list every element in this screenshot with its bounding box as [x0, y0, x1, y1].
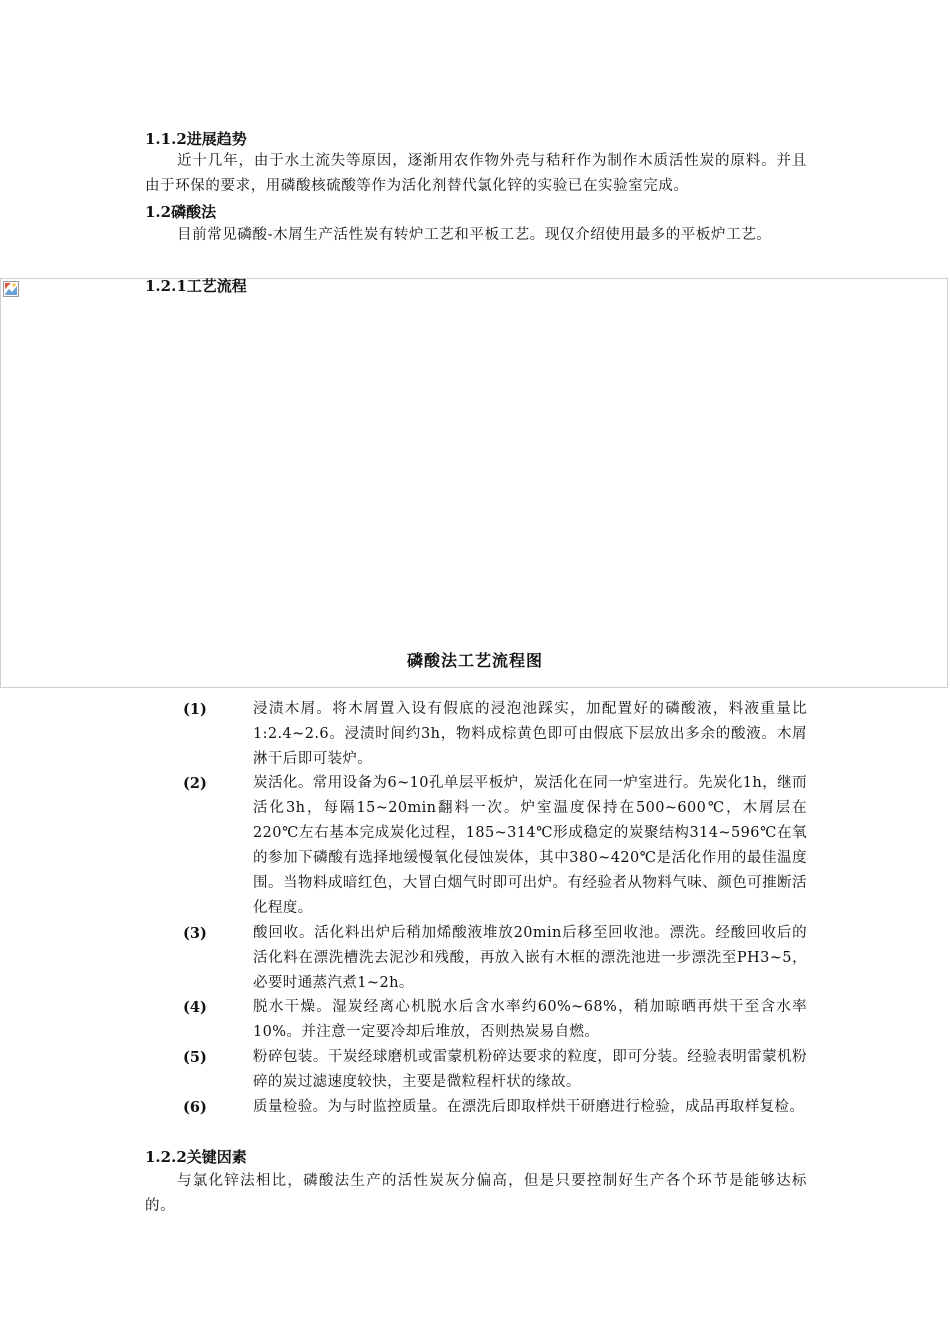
step-text-3: 酸回收。活化料出炉后稍加烯酸液堆放20min后移至回收池。漂洗。经酸回收后的活化料在漂洗槽洗去泥沙和残酸，再放入嵌有木框的漂洗池进一步漂洗至PH3~5，必要时通蒸汽煮1~2h。 [253, 925, 807, 991]
paragraph-key-factors: 与氯化锌法相比，磷酸法生产的活性炭灰分偏高，但是只要控制好生产各个环节是能够达标的。 [145, 1173, 807, 1214]
process-flow-figure [0, 278, 948, 688]
step-text-6: 质量检验。为与时监控质量。在漂洗后即取样烘干研磨进行检验，成品再取样复检。 [253, 1099, 805, 1115]
figure-caption: 磷酸法工艺流程图 [406, 651, 543, 670]
heading-1-2-1: 1.2.1工艺流程 [145, 277, 247, 295]
step-number-3: (3) [183, 925, 207, 942]
step-number-6: (6) [183, 1099, 207, 1116]
heading-1-2-2: 1.2.2关键因素 [145, 1148, 247, 1166]
paragraph-phosphoric-method: 目前常见磷酸-木屑生产活性炭有转炉工艺和平板工艺。现仅介绍使用最多的平板炉工艺。 [177, 227, 772, 243]
step-text-4: 脱水干燥。湿炭经离心机脱水后含水率约60%~68%，稍加晾晒再烘干至含水率10%。并注意一定要冷却后堆放，否则热炭易自燃。 [253, 999, 807, 1040]
step-text-1: 浸渍木屑。将木屑置入设有假底的浸泡池踩实，加配置好的磷酸液，料液重量比1:2.4~2.6。浸渍时间约3h，物料成棕黄色即可由假底下层放出多余的酸液。木屑淋干后即可装炉。 [253, 701, 807, 767]
step-number-2: (2) [183, 775, 207, 792]
step-text-2: 炭活化。常用设备为6~10孔单层平板炉，炭活化在同一炉室进行。先炭化1h，继而活化3h，每隔15~20min翻料一次。炉室温度保持在500~600℃，木屑层在220℃左右基本完成炭化过程，185~314℃形成稳定的炭聚结构314~596℃在氧的参加下磷酸有选择地缓慢氧化侵蚀炭体，其中380~420℃是活化作用的最佳温度围。当物料成暗红色，大冒白烟气时即可出炉。有经验者从物料气味、颜色可推断活化程度。 [253, 775, 807, 916]
step-text-5: 粉碎包装。干炭经球磨机或雷蒙机粉碎达要求的粒度，即可分装。经验表明雷蒙机粉碎的炭过滤速度较快，主要是微粒程杆状的缘故。 [253, 1049, 807, 1090]
step-number-5: (5) [183, 1049, 207, 1066]
step-number-4: (4) [183, 999, 207, 1016]
heading-1-2: 1.2磷酸法 [145, 203, 217, 221]
heading-1-1-2: 1.1.2进展趋势 [145, 130, 247, 148]
step-number-1: (1) [183, 701, 207, 718]
broken-image-icon [3, 281, 19, 297]
paragraph-trends: 近十几年，由于水土流失等原因，逐渐用农作物外壳与秸秆作为制作木质活性炭的原料。并且由于环保的要求，用磷酸核硫酸等作为活化剂替代氯化锌的实验已在实验室完成。 [145, 153, 807, 194]
